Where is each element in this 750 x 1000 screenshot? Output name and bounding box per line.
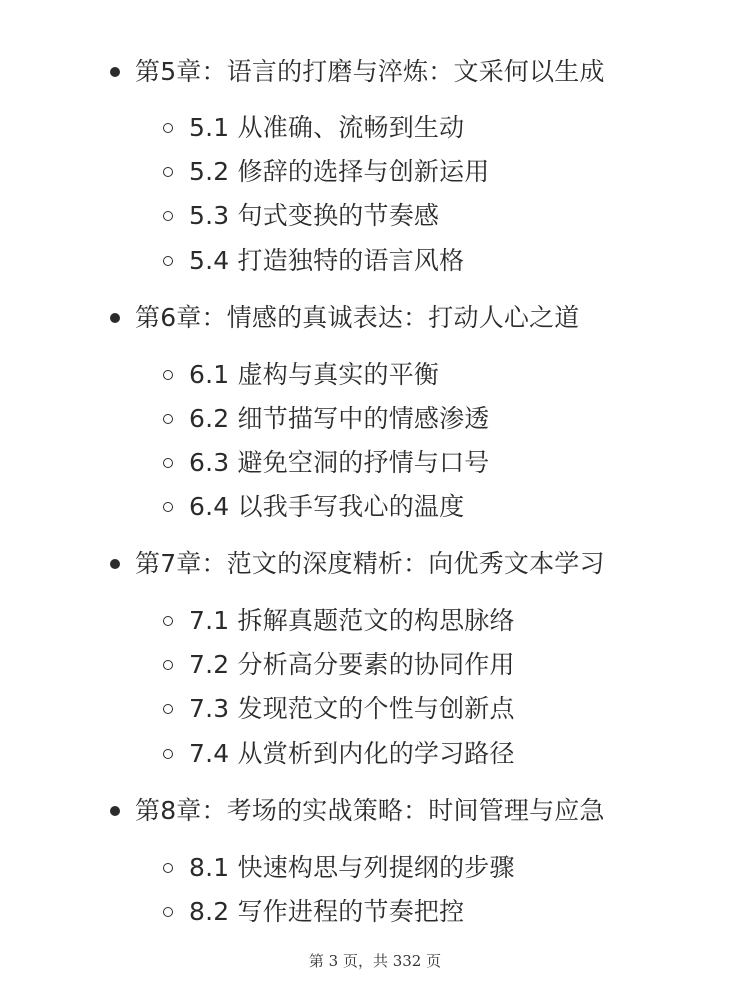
section-title: 8.2 写作进程的节奏把控 [189, 897, 465, 926]
list-item [0, 897, 750, 926]
section-title: 5.2 修辞的选择与创新运用 [189, 157, 490, 186]
bullet-circle-icon [163, 370, 173, 380]
bullet-circle-icon [163, 502, 173, 512]
bullet-circle-icon [163, 256, 173, 266]
bullet-circle-icon [163, 704, 173, 714]
section-title: 6.2 细节描写中的情感渗透 [189, 404, 490, 433]
list-item [0, 360, 750, 389]
bullet-disc-icon [110, 67, 120, 77]
list-item [0, 246, 750, 275]
bullet-circle-icon [163, 863, 173, 873]
section-title: 5.4 打造独特的语言风格 [189, 246, 465, 275]
chapter-title: 第6章：情感的真诚表达：打动人心之道 [135, 303, 580, 332]
list-item [0, 492, 750, 521]
section-title: 7.4 从赏析到内化的学习路径 [189, 739, 515, 768]
section-title: 8.1 快速构思与列提纲的步骤 [189, 853, 515, 882]
chapter-title: 第8章：考场的实战策略：时间管理与应急 [135, 796, 605, 825]
bullet-circle-icon [163, 211, 173, 221]
section-title: 6.1 虚构与真实的平衡 [189, 360, 440, 389]
bullet-circle-icon [163, 616, 173, 626]
list-item [0, 739, 750, 768]
bullet-circle-icon [163, 458, 173, 468]
bullet-disc-icon [110, 313, 120, 323]
bullet-circle-icon [163, 414, 173, 424]
chapter-title: 第7章：范文的深度精析：向优秀文本学习 [135, 549, 605, 578]
bullet-disc-icon [110, 559, 120, 569]
chapter-7 [0, 549, 750, 578]
bullet-circle-icon [163, 660, 173, 670]
section-title: 7.2 分析高分要素的协同作用 [189, 650, 515, 679]
list-item [0, 606, 750, 635]
list-item [0, 853, 750, 882]
section-title: 5.3 句式变换的节奏感 [189, 201, 440, 230]
chapter-8 [0, 796, 750, 825]
list-item [0, 650, 750, 679]
section-title: 5.1 从准确、流畅到生动 [189, 113, 465, 142]
chapter-6 [0, 303, 750, 332]
chapter-5 [0, 57, 750, 86]
list-item [0, 404, 750, 433]
page-number: 第 3 页，共 332 页 [308, 952, 442, 970]
section-title: 6.4 以我手写我心的温度 [189, 492, 465, 521]
bullet-circle-icon [163, 167, 173, 177]
bullet-circle-icon [163, 907, 173, 917]
section-title: 7.3 发现范文的个性与创新点 [189, 694, 515, 723]
list-item [0, 201, 750, 230]
section-title: 6.3 避免空洞的抒情与口号 [189, 448, 490, 477]
bullet-circle-icon [163, 123, 173, 133]
list-item [0, 694, 750, 723]
chapter-title: 第5章：语言的打磨与淬炼：文采何以生成 [135, 57, 605, 86]
list-item [0, 448, 750, 477]
bullet-circle-icon [163, 749, 173, 759]
list-item [0, 113, 750, 142]
section-title: 7.1 拆解真题范文的构思脉络 [189, 606, 515, 635]
bullet-disc-icon [110, 806, 120, 816]
list-item [0, 157, 750, 186]
